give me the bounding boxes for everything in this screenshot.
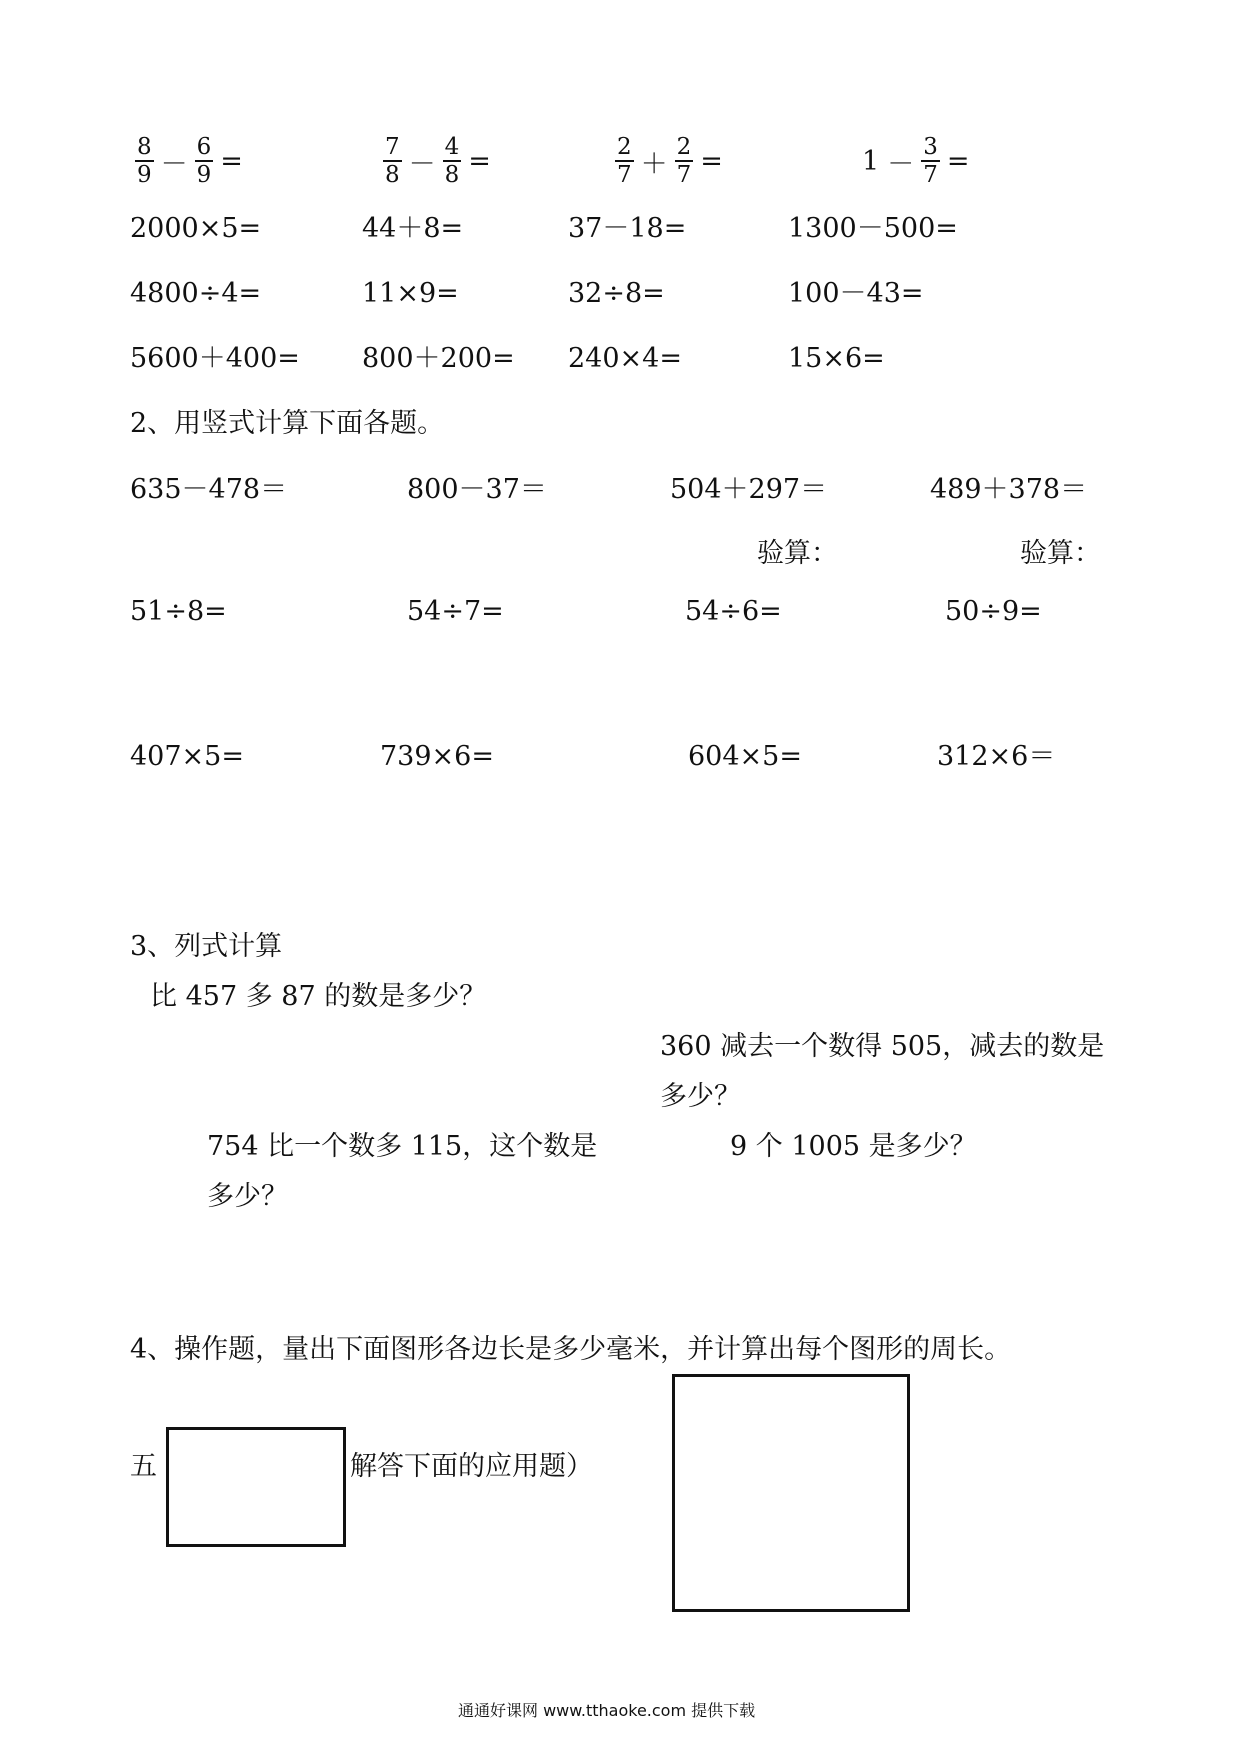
denominator: 8	[385, 162, 400, 188]
oral-problem: 5600＋400=	[130, 343, 300, 374]
fraction	[675, 134, 694, 188]
word-problem-3-line1: 754 比一个数多 115，这个数是	[207, 1131, 598, 1162]
vertical-problem: 504＋297＝	[670, 474, 828, 505]
section-5-prefix: 五	[130, 1451, 157, 1482]
vertical-problem: 50÷9=	[945, 596, 1042, 627]
numerator: 8	[137, 134, 152, 160]
word-problem-4: 9 个 1005 是多少？	[730, 1131, 977, 1162]
vertical-problem: 635－478＝	[130, 474, 288, 505]
operator: －	[887, 148, 915, 180]
vertical-problem: 604×5=	[688, 741, 802, 772]
oral-problem: 15×6=	[788, 343, 885, 374]
section-2-heading: 2、用竖式计算下面各题。	[130, 408, 445, 439]
oral-problem: 44＋8=	[362, 213, 464, 244]
fraction	[615, 134, 634, 188]
fraction	[383, 134, 402, 188]
oral-problem: 100－43=	[788, 278, 924, 309]
section-4-heading: 4、操作题，量出下面图形各边长是多少毫米，并计算出每个图形的周长。	[130, 1334, 1012, 1365]
fraction-expr-3	[612, 134, 727, 188]
denominator: 7	[676, 162, 692, 188]
vertical-problem: 739×6=	[380, 741, 494, 772]
denominator: 9	[196, 162, 212, 188]
operator: ＋	[640, 148, 668, 180]
vertical-problem: 54÷6=	[685, 596, 782, 627]
word-problem-2-line2: 多少？	[660, 1081, 741, 1112]
oral-problem: 11×9=	[362, 278, 459, 309]
fraction	[135, 134, 154, 188]
vertical-problem: 54÷7=	[407, 596, 504, 627]
numerator: 2	[617, 134, 632, 160]
fraction	[443, 134, 462, 188]
fraction	[195, 134, 214, 188]
fraction-expr-2	[380, 134, 495, 188]
equals-sign: =	[700, 145, 723, 177]
oral-problem: 32÷8=	[568, 278, 665, 309]
denominator: 7	[617, 162, 632, 188]
equals-sign: =	[220, 145, 243, 177]
vertical-problem: 489＋378＝	[930, 474, 1088, 505]
vertical-problem: 312×6＝	[937, 741, 1056, 772]
vertical-problem: 407×5=	[130, 741, 244, 772]
section-3-heading: 3、列式计算	[130, 931, 283, 962]
oral-problem: 1300－500=	[788, 213, 958, 244]
oral-problem: 37－18=	[568, 213, 687, 244]
oral-problem: 240×4=	[568, 343, 682, 374]
numerator: 4	[444, 134, 460, 160]
whole-number: 1	[862, 145, 880, 177]
numerator: 2	[676, 134, 692, 160]
rectangle-shape	[166, 1427, 346, 1547]
word-problem-3-line2: 多少？	[207, 1181, 288, 1212]
oral-problem: 2000×5=	[130, 213, 262, 244]
denominator: 9	[137, 162, 152, 188]
equals-sign: =	[468, 145, 491, 177]
word-problem-2-line1: 360 减去一个数得 505，减去的数是	[660, 1031, 1105, 1062]
footer-text: 通通好课网 www.tthaoke.com 提供下载	[458, 1701, 756, 1720]
numerator: 3	[923, 134, 938, 160]
square-shape	[672, 1374, 910, 1612]
fraction-expr-4	[858, 134, 973, 188]
fraction-expr-1	[132, 134, 247, 188]
operator: －	[408, 148, 436, 180]
check-label: 验算：	[1020, 538, 1101, 569]
oral-problem: 800＋200=	[362, 343, 515, 374]
fraction	[921, 134, 940, 188]
numerator: 6	[196, 134, 212, 160]
oral-problem: 4800÷4=	[130, 278, 262, 309]
check-label: 验算：	[757, 538, 838, 569]
word-problem-1: 比 457 多 87 的数是多少？	[150, 981, 487, 1012]
denominator: 8	[444, 162, 460, 188]
denominator: 7	[923, 162, 938, 188]
section-5-suffix: 解答下面的应用题）	[350, 1451, 593, 1482]
operator: －	[160, 148, 188, 180]
equals-sign: =	[946, 145, 970, 177]
vertical-problem: 800－37＝	[407, 474, 547, 505]
vertical-problem: 51÷8=	[130, 596, 227, 627]
numerator: 7	[385, 134, 400, 160]
